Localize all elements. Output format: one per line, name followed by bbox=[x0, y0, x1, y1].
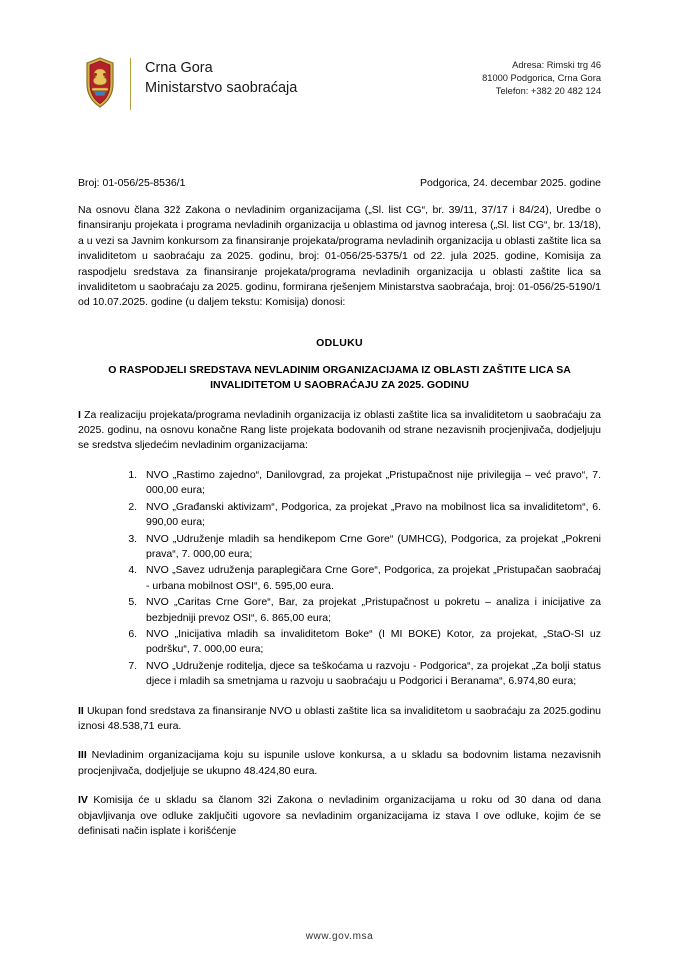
list-item: 2. NVO „Građanski aktivizam“, Podgorica, za projekat „Pravo na mobilnost lica sa invaliditetom“, 6. 990,00 eura; bbox=[140, 500, 601, 531]
contact-address-line2: 81000 Podgorica, Crna Gora bbox=[482, 73, 601, 83]
document-number: Broj: 01-056/25-8536/1 bbox=[78, 177, 186, 189]
contact-address-line1: Adresa: Rimski trg 46 bbox=[512, 60, 601, 70]
organization-block bbox=[145, 56, 482, 98]
list-item: 3. NVO „Udruženje mladih sa hendikepom Crne Gore“ (UMHCG), Podgorica, za projekat „Pokreni prava“, 7. 000,00 eura; bbox=[140, 532, 601, 563]
section-iii-mark: III bbox=[78, 749, 87, 762]
ministry-name: Ministarstvo saobraćaja bbox=[145, 80, 298, 96]
section-iv-mark: IV bbox=[78, 794, 88, 807]
list-item: 4. NVO „Savez udruženja paraplegičara Crne Gore“, Podgorica, za projekat „Pristupačan saobraćaj - urbana mobilnost OSI“, 6. 595,00 eura. bbox=[140, 563, 601, 594]
list-item: 1. NVO „Rastimo zajedno“, Danilovgrad, za projekat „Pristupačnost nije privilegija – već pravo“, 7. 000,00 eura; bbox=[140, 468, 601, 499]
section-ii-text: Ukupan fond sredstava za finansiranje NVO u oblasti zaštite lica sa invaliditetom u saobraćaju za 2025.godinu iznosi 48.538,71 eura. bbox=[78, 704, 601, 732]
document-header bbox=[78, 0, 601, 128]
act-subtitle: O RASPODJELI SREDSTAVA NEVLADINIM ORGANIZACIJAMA IZ OBLASTI ZAŠTITE LICA SA INVALIDITETOM U SAOBRAĆAJU ZA 2025. GODINU bbox=[108, 363, 571, 392]
document-footer: www.gov.msa bbox=[305, 931, 374, 942]
section-i bbox=[78, 408, 601, 454]
document-place-date: Podgorica, 24. decembar 2025. godine bbox=[420, 177, 601, 189]
section-iii bbox=[78, 748, 601, 779]
section-iv bbox=[78, 793, 601, 839]
list-item: 5. NVO „Caritas Crne Gore“, Bar, za projekat „Pristupačnost u pokretu – analiza i inicijative za bezbjedniji prevoz OSI“, 6. 865,00 eura; bbox=[140, 595, 601, 626]
list-item: 7. NVO „Udruženje roditelja, djece sa teškoćama u razvoju - Podgorica“, za projekat „Za bolji status djece i mladih sa smetnjama u razvoju u saobraćaju u Podgorici i Beranama“, 6.974,80 eura; bbox=[140, 659, 601, 690]
section-ii-mark: II bbox=[78, 704, 84, 717]
section-i-mark: I bbox=[78, 408, 81, 421]
montenegro-coat-of-arms-icon bbox=[78, 56, 122, 112]
country-name: Crna Gora bbox=[145, 60, 213, 76]
section-i-text: Za realizaciju projekata/programa nevladinih organizacija iz oblasti zaštite lica sa invaliditetom u saobraćaju za 2025. godinu, na osnovu konačne Rang liste projekata bodovanih od strane nezavisnih procjenjivača, dodjeljuju se sredstva sljedećim nevladinim organizacijama: bbox=[78, 408, 601, 452]
intro-paragraph: Na osnovu člana 32ž Zakona o nevladinim organizacijama („Sl. list CG“, br. 39/11, 37/17 i 84/24), Uredbe o finansiranju projekata i programa nevladinih organizacija u oblastima od javnog interesa („Sl. list CG“, br. 13/18), a u vezi sa Javnim konkursom za finansiranje projekata/programa nevladinih organizacija u oblasti zaštite lica sa invaliditetom u saobraćaju za 2025. godinu, broj: 01-056/25-5375/1 od 22. jula 2025. godine, Komisija za raspodjelu sredstava za finansiranje projekata/programa nevladinih organizacija u oblasti zaštite lica sa invaliditetom u saobraćaju za 2025. godinu, formirana rješenjem Ministarstva saobraćaja, broj: 01-056/25-5190/1 od 10.07.2025. godine (u daljem tekstu: Komisija) donosi: bbox=[78, 204, 601, 309]
contact-block bbox=[482, 56, 601, 98]
section-ii bbox=[78, 704, 601, 735]
nvo-award-list bbox=[78, 468, 601, 690]
section-iv-text: Komisija će u skladu sa članom 32i Zakona o nevladinim organizacijama u roku od 30 dana od dana objavljivanja ove odluke zaključiti ugovore sa nevladinim organizacijama iz stava I ove odluke, kojim će se definisati način isplate i korišćenje bbox=[78, 794, 601, 837]
document-meta bbox=[78, 176, 601, 190]
list-item: 6. NVO „Inicijativa mladih sa invaliditetom Boke“ (I MI BOKE) Kotor, za projekat, „StaO-SI uz podršku“, 7. 000,00 eura; bbox=[140, 627, 601, 658]
contact-phone: Telefon: +382 20 482 124 bbox=[495, 86, 601, 96]
header-divider bbox=[130, 58, 131, 110]
section-iii-text: Nevladinim organizacijama koju su ispunile uslove konkursa, a u skladu sa bodovnim listama nezavisnih procjenjivača, dodjeljuje se ukupno 48.424,80 eura. bbox=[78, 749, 601, 777]
act-title: ODLUKU bbox=[316, 336, 363, 349]
